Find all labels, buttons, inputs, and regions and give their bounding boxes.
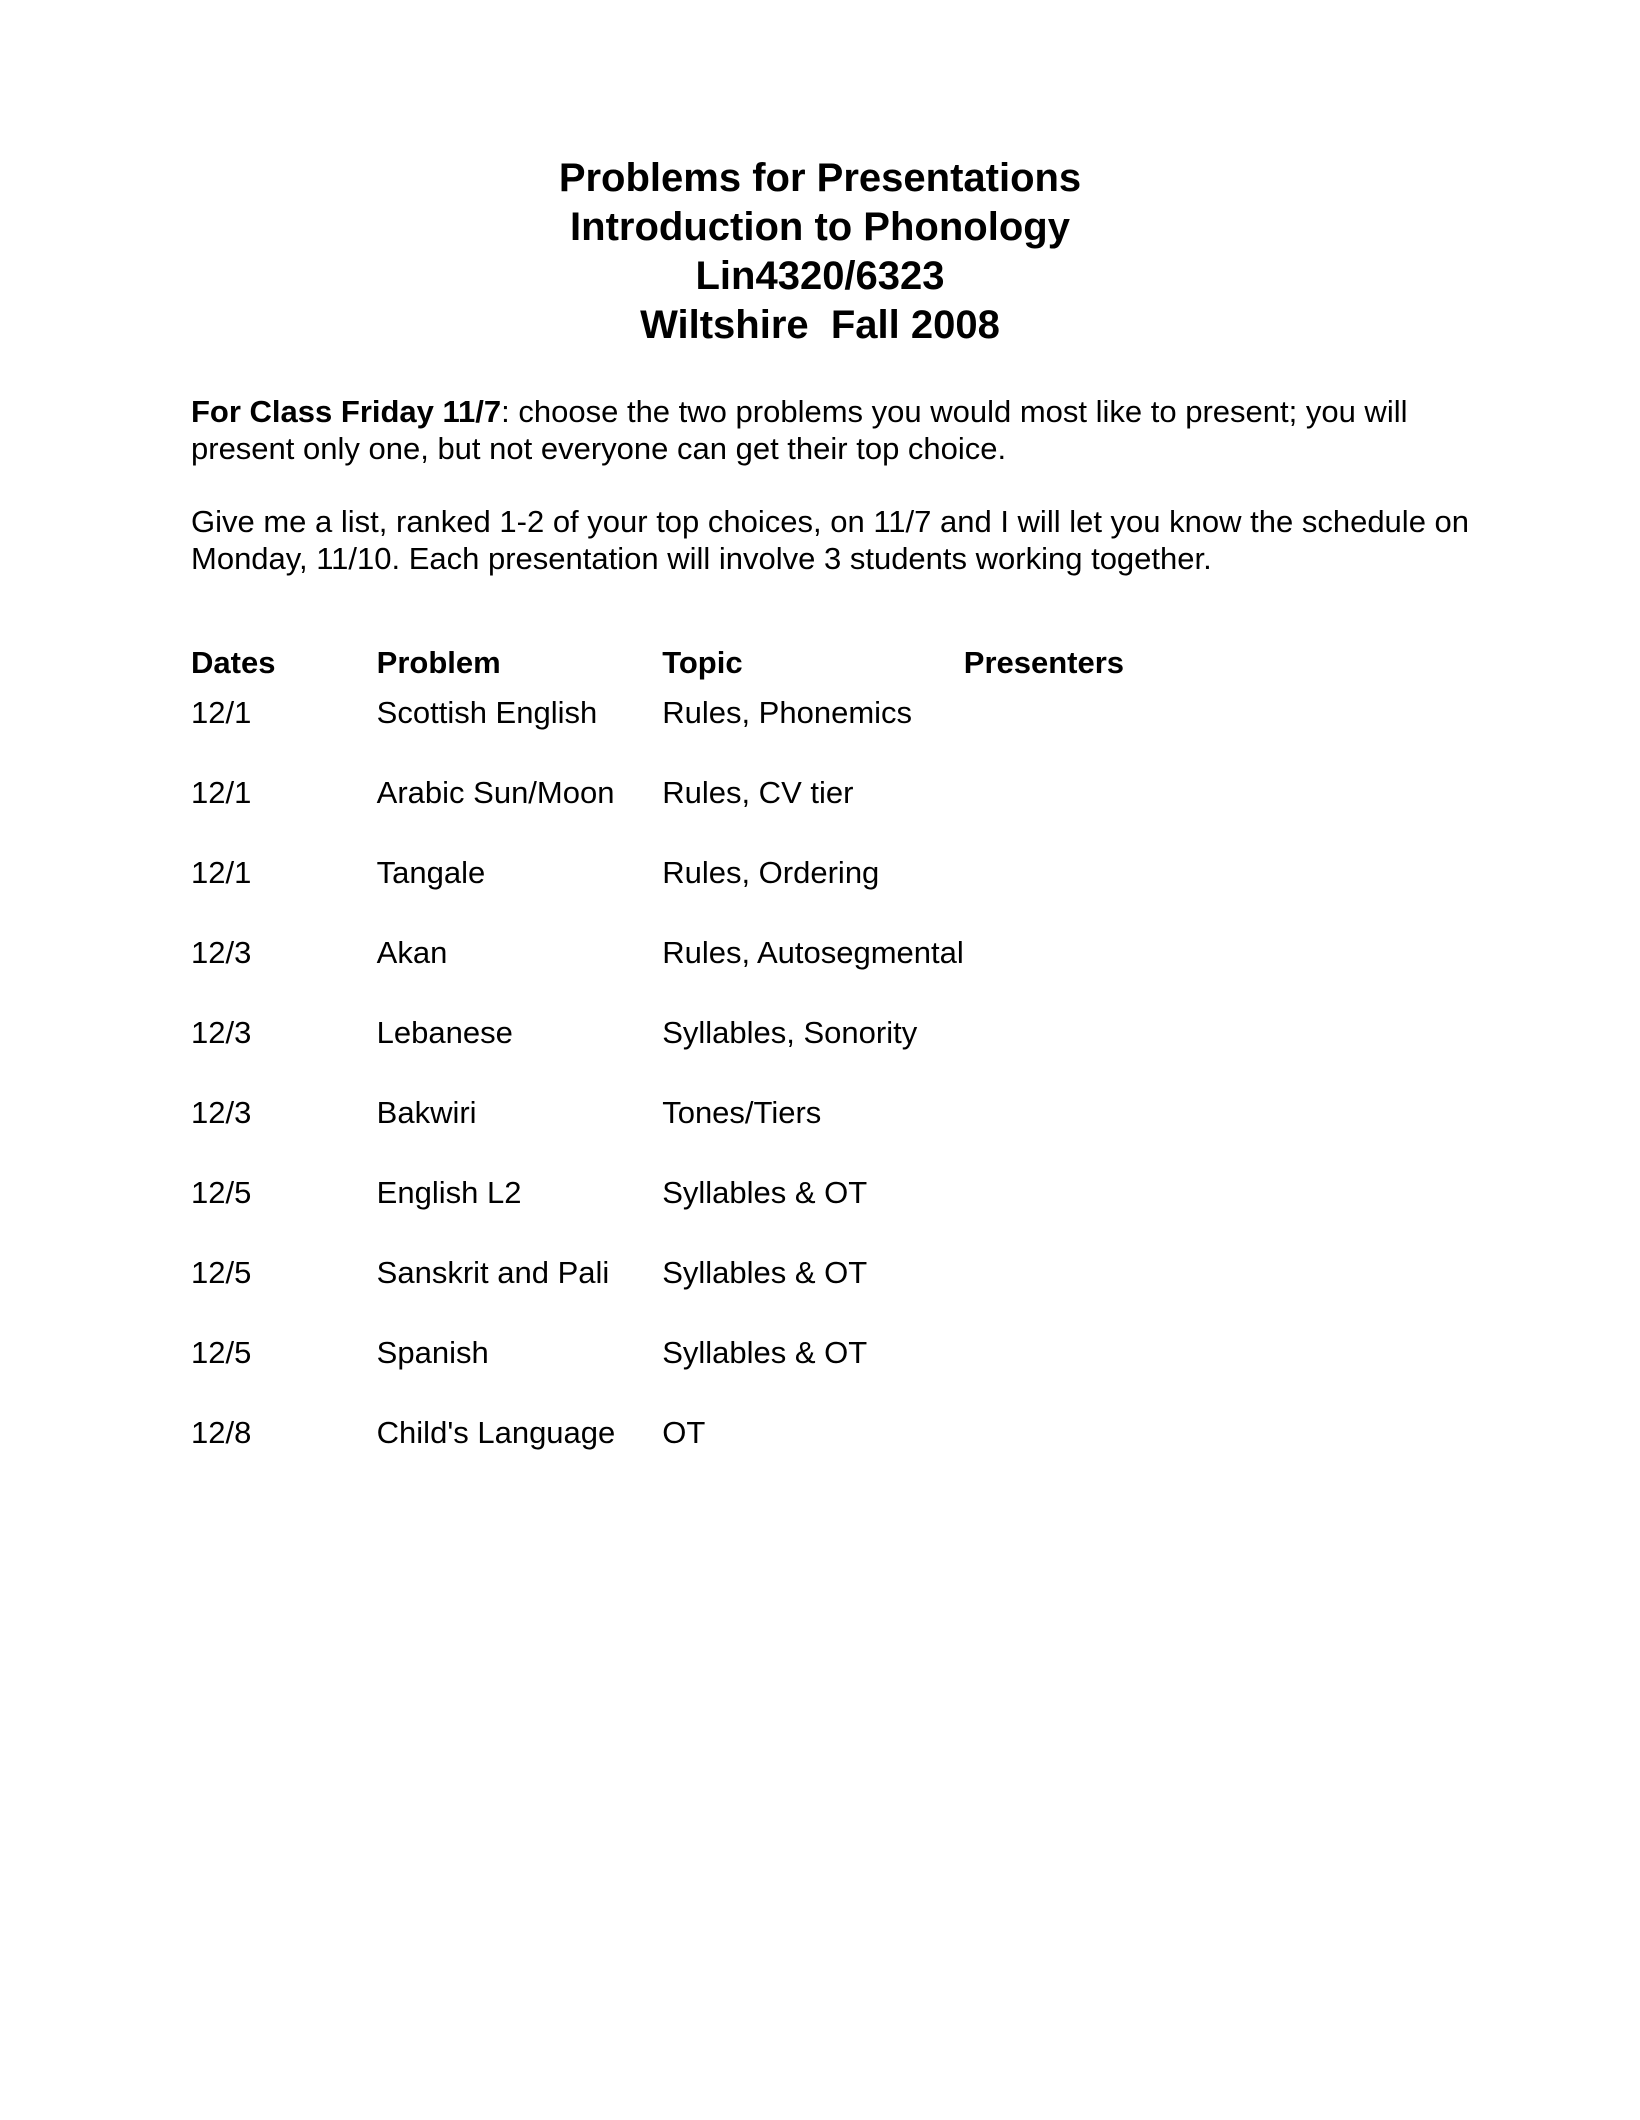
- cell-presenters: [964, 775, 1291, 855]
- cell-topic: Rules, Phonemics: [662, 695, 913, 730]
- header-problem: Problem: [376, 645, 501, 680]
- instructions-text-1: : choose the two problems you would most like to present; you will present only one, but not everyone can get their top choice.: [191, 394, 1408, 466]
- instructions-text-2: Give me a list, ranked 1-2 of your top choices, on 11/7 and I will let you know the schedule on Monday, 11/10. Each presentation will involve 3 students working together.: [191, 504, 1470, 576]
- document-title: [0, 154, 1640, 350]
- cell-topic: Syllables & OT: [662, 1255, 868, 1290]
- cell-date: 12/5: [191, 1175, 252, 1210]
- cell-presenters: [964, 1095, 1291, 1175]
- cell-presenters: [964, 1335, 1291, 1415]
- cell-topic: Syllables, Sonority: [662, 1015, 918, 1050]
- cell-problem: Akan: [376, 935, 448, 970]
- instructions-paragraph-1: [191, 393, 1491, 467]
- cell-date: 12/1: [191, 855, 252, 890]
- instructions-lead: For Class Friday 11/7: [191, 394, 502, 429]
- cell-date: 12/3: [191, 935, 252, 970]
- header-dates: Dates: [191, 645, 276, 680]
- title-line-2: Introduction to Phonology: [570, 205, 1070, 249]
- cell-topic: Rules, CV tier: [662, 775, 854, 810]
- title-line-3: Lin4320/6323: [695, 254, 945, 298]
- presentation-schedule-table: [191, 645, 1291, 1495]
- cell-topic: Rules, Ordering: [662, 855, 880, 890]
- table-row: [191, 695, 1291, 775]
- cell-problem: Lebanese: [376, 1015, 513, 1050]
- cell-date: 12/3: [191, 1095, 252, 1130]
- table-row: [191, 1255, 1291, 1335]
- cell-date: 12/3: [191, 1015, 252, 1050]
- cell-date: 12/1: [191, 695, 252, 730]
- cell-date: 12/1: [191, 775, 252, 810]
- instructions-paragraph-2: [191, 503, 1491, 577]
- title-line-1: Problems for Presentations: [558, 156, 1082, 200]
- cell-presenters: [964, 1255, 1291, 1335]
- cell-topic: OT: [662, 1415, 706, 1450]
- cell-presenters: [964, 1015, 1291, 1095]
- table-row: [191, 935, 1291, 1015]
- cell-problem: Sanskrit and Pali: [376, 1255, 610, 1290]
- table-row: [191, 1015, 1291, 1095]
- cell-problem: Bakwiri: [376, 1095, 477, 1130]
- table-row: [191, 1095, 1291, 1175]
- cell-topic: Syllables & OT: [662, 1335, 868, 1370]
- cell-topic: Syllables & OT: [662, 1175, 868, 1210]
- cell-presenters: [964, 935, 1291, 1015]
- cell-problem: Scottish English: [376, 695, 598, 730]
- cell-problem: English L2: [376, 1175, 522, 1210]
- cell-presenters: [964, 855, 1291, 935]
- header-presenters: Presenters: [963, 645, 1125, 680]
- cell-date: 12/5: [191, 1255, 252, 1290]
- header-topic: Topic: [662, 645, 743, 680]
- cell-topic: Tones/Tiers: [662, 1095, 822, 1130]
- table-row: [191, 1415, 1291, 1495]
- cell-topic: Rules, Autosegmental: [662, 935, 964, 970]
- title-line-4: Wiltshire Fall 2008: [640, 303, 1000, 347]
- table-row: [191, 1335, 1291, 1415]
- table-header-row: [191, 645, 1291, 695]
- table-row: [191, 775, 1291, 855]
- table-row: [191, 1175, 1291, 1255]
- cell-presenters: [964, 1175, 1291, 1255]
- cell-date: 12/5: [191, 1335, 252, 1370]
- cell-presenters: [964, 695, 1291, 775]
- cell-date: 12/8: [191, 1415, 252, 1450]
- cell-problem: Spanish: [376, 1335, 489, 1370]
- cell-problem: Child's Language: [376, 1415, 616, 1450]
- cell-problem: Tangale: [376, 855, 486, 890]
- cell-problem: Arabic Sun/Moon: [376, 775, 615, 810]
- table-row: [191, 855, 1291, 935]
- cell-presenters: [964, 1415, 1291, 1495]
